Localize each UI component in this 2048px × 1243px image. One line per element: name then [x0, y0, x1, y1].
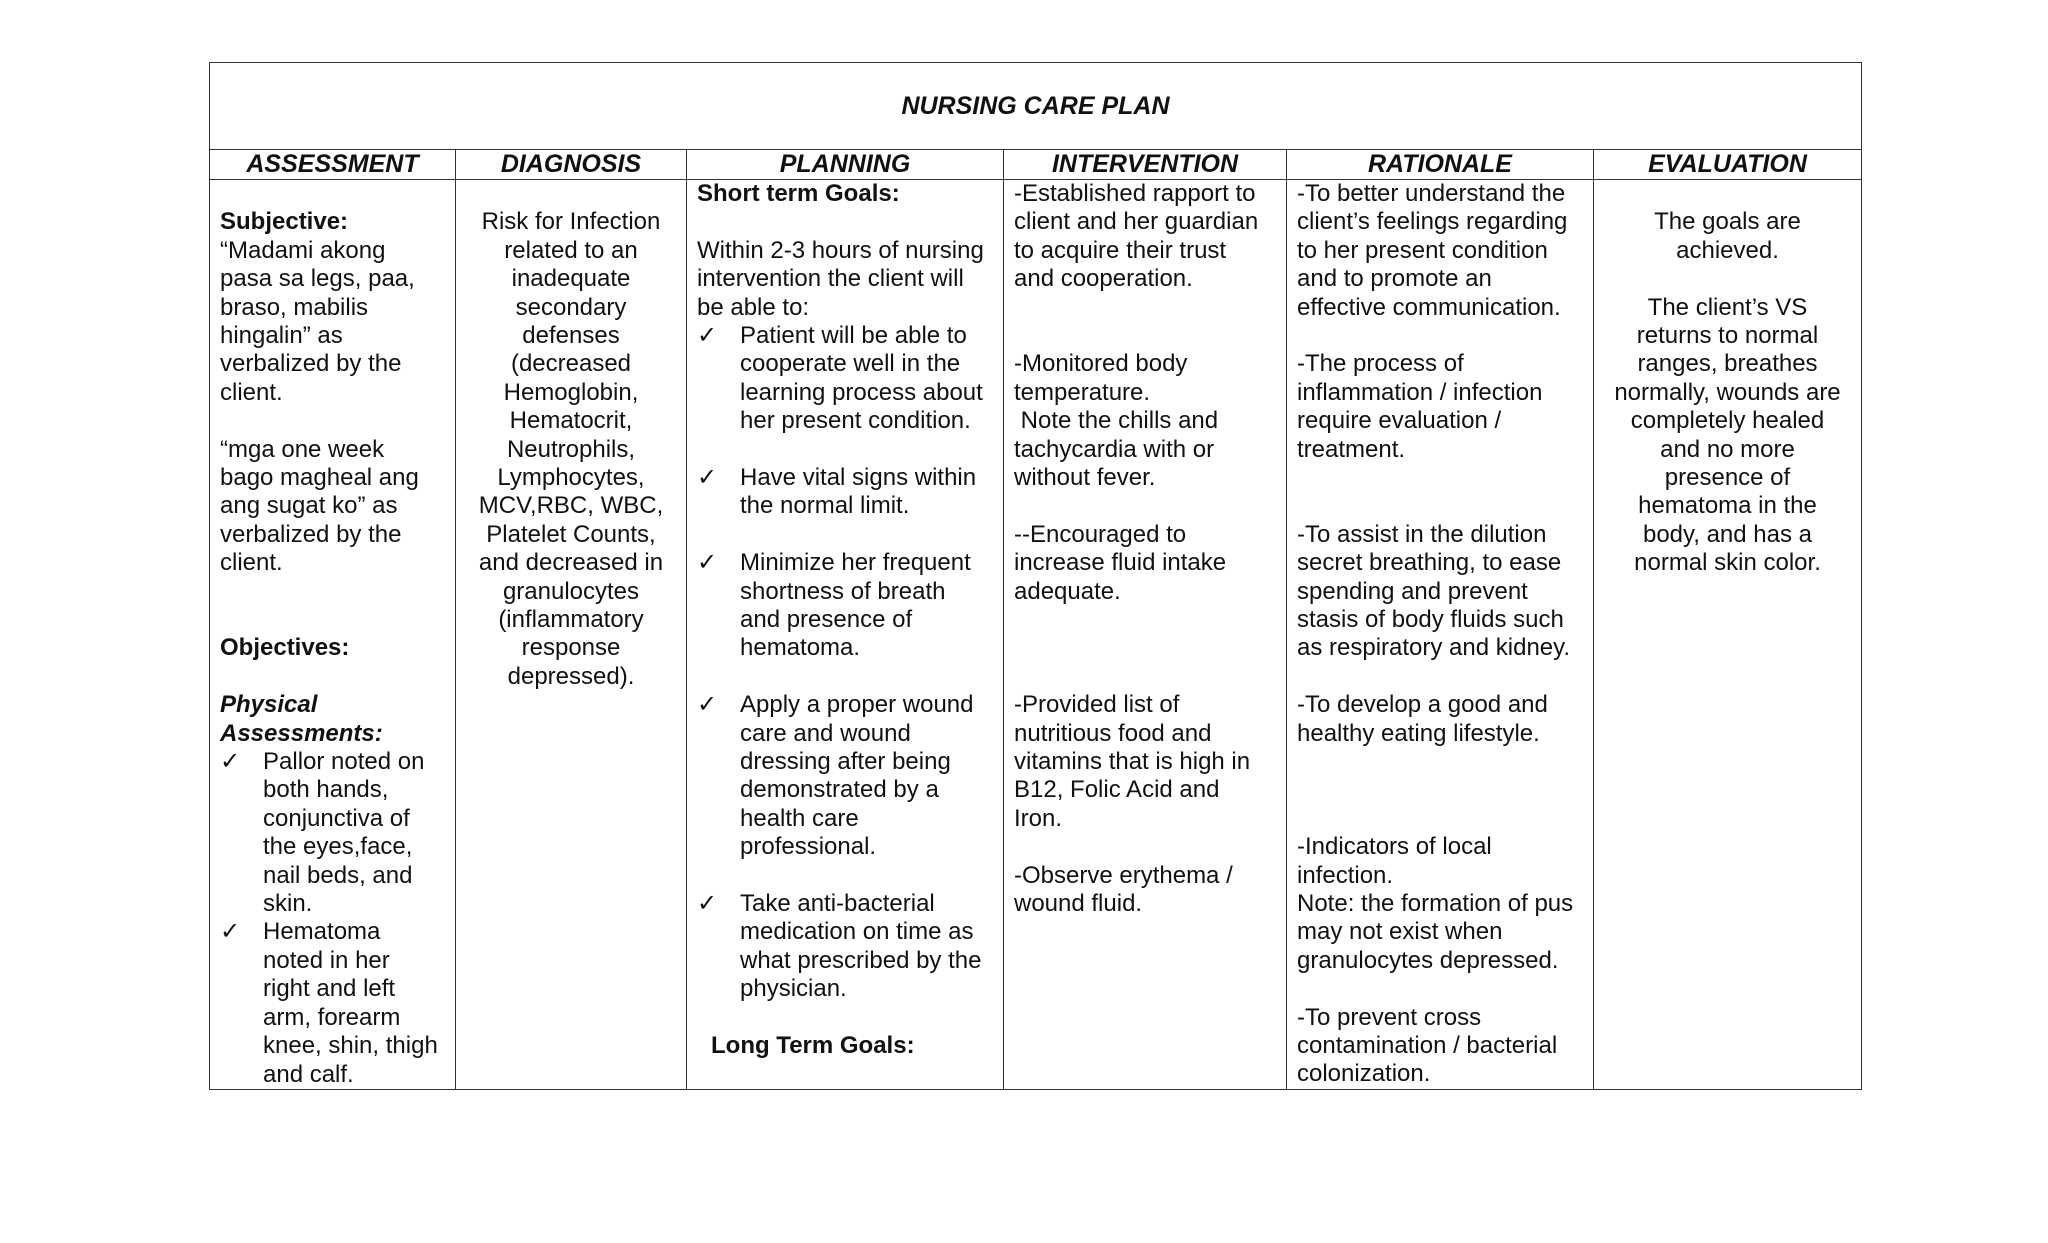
assessment-header: ASSESSMENT	[210, 150, 455, 180]
physical-assessments-label: Physical Assessments:	[220, 691, 383, 747]
intervention-header: INTERVENTION	[1004, 150, 1286, 180]
assessment-column	[210, 150, 456, 1089]
rationale-item: -To assist in the dilution secret breathing, to ease spending and prevent stasis of body fluids such as respiratory and kidney.	[1297, 520, 1571, 662]
intervention-item: -Established rapport to client and her guardian to acquire their trust and cooperation.	[1014, 180, 1259, 293]
intervention-column	[1004, 150, 1287, 1089]
check-icon: ✓	[220, 748, 241, 776]
nursing-care-plan-table	[209, 62, 1862, 1090]
goal-item: ✓ Minimize her frequent shortness of breath and presence of hematoma.	[697, 549, 971, 662]
subjective-quote-2: “mga one week bago magheal ang ang sugat ko” as verbalized by the client.	[220, 435, 419, 577]
check-icon: ✓	[697, 549, 718, 577]
long-term-goals-label: Long Term Goals:	[711, 1032, 915, 1060]
evaluation-item: The client’s VS returns to normal ranges, breathes normally, wounds are completely healed and no more presence of hematoma in the body, and has a normal skin color.	[1614, 293, 1841, 577]
goal-item: ✓ Patient will be able to cooperate well in the learning process about her present condition.	[697, 322, 983, 435]
assessment-cell	[210, 180, 455, 1089]
rationale-header: RATIONALE	[1287, 150, 1593, 180]
rationale-item: -The process of inflammation / infection require evaluation / treatment.	[1297, 350, 1543, 463]
planning-intro: Within 2-3 hours of nursing intervention the client will be able to:	[697, 236, 984, 321]
finding-item: ✓ Hematoma noted in her right and left arm, forearm knee, shin, thigh and calf.	[220, 918, 438, 1088]
rationale-item: -Indicators of local infection. Note: the formation of pus may not exist when granulocytes depressed.	[1297, 833, 1574, 974]
check-icon: ✓	[697, 890, 718, 918]
diagnosis-text: Risk for Infection related to an inadequate secondary defenses (decreased Hemoglobin, Hematocrit, Neutrophils, Lymphocytes, MCV,RBC, WBC, Platelet Counts, and decreased in granulocytes (inflammatory response depressed).	[478, 208, 664, 690]
evaluation-header: EVALUATION	[1594, 150, 1861, 180]
check-icon: ✓	[220, 918, 241, 946]
subjective-label: Subjective:	[220, 208, 349, 236]
diagnosis-column	[456, 150, 687, 1089]
table-title: NURSING CARE PLAN	[210, 63, 1861, 150]
goal-item: ✓ Take anti-bacterial medication on time as what prescribed by the physician.	[697, 890, 982, 1003]
rationale-item: -To develop a good and healthy eating lifestyle.	[1297, 691, 1548, 747]
intervention-item: -Monitored body temperature. Note the chills and tachycardia with or without fever.	[1014, 350, 1219, 492]
intervention-item: --Encouraged to increase fluid intake adequate.	[1014, 520, 1227, 605]
check-icon: ✓	[697, 464, 718, 492]
goal-item: ✓ Have vital signs within the normal limit.	[697, 464, 977, 520]
check-icon: ✓	[697, 691, 718, 719]
table-columns	[210, 150, 1861, 1089]
diagnosis-cell	[456, 180, 686, 1089]
goal-item: ✓ Apply a proper wound care and wound dressing after being demonstrated by a health care professional.	[697, 691, 974, 861]
rationale-item: -To better understand the client’s feelings regarding to her present condition and to promote an effective communication.	[1297, 180, 1568, 321]
intervention-item: -Provided list of nutritious food and vitamins that is high in B12, Folic Acid and Iron.	[1014, 691, 1251, 832]
evaluation-item: The goals are achieved.	[1654, 208, 1801, 264]
planning-header: PLANNING	[687, 150, 1003, 180]
rationale-item: -To prevent cross contamination / bacterial colonization.	[1297, 1003, 1558, 1088]
evaluation-column	[1594, 150, 1861, 1089]
planning-cell	[687, 180, 1003, 1089]
finding-item: ✓ Pallor noted on both hands, conjunctiva of the eyes,face, nail beds, and skin.	[220, 748, 425, 918]
rationale-column	[1287, 150, 1594, 1089]
diagnosis-header: DIAGNOSIS	[456, 150, 686, 180]
subjective-quote-1: “Madami akong pasa sa legs, paa, braso, mabilis hingalin” as verbalized by the client.	[220, 236, 415, 406]
intervention-item: -Observe erythema / wound fluid.	[1014, 861, 1233, 918]
planning-column	[687, 150, 1004, 1089]
short-term-goals-label: Short term Goals:	[697, 180, 900, 207]
objectives-label: Objectives:	[220, 634, 350, 662]
evaluation-cell	[1594, 180, 1861, 1089]
check-icon: ✓	[697, 322, 718, 350]
intervention-cell	[1004, 180, 1286, 1089]
rationale-cell	[1287, 180, 1593, 1089]
